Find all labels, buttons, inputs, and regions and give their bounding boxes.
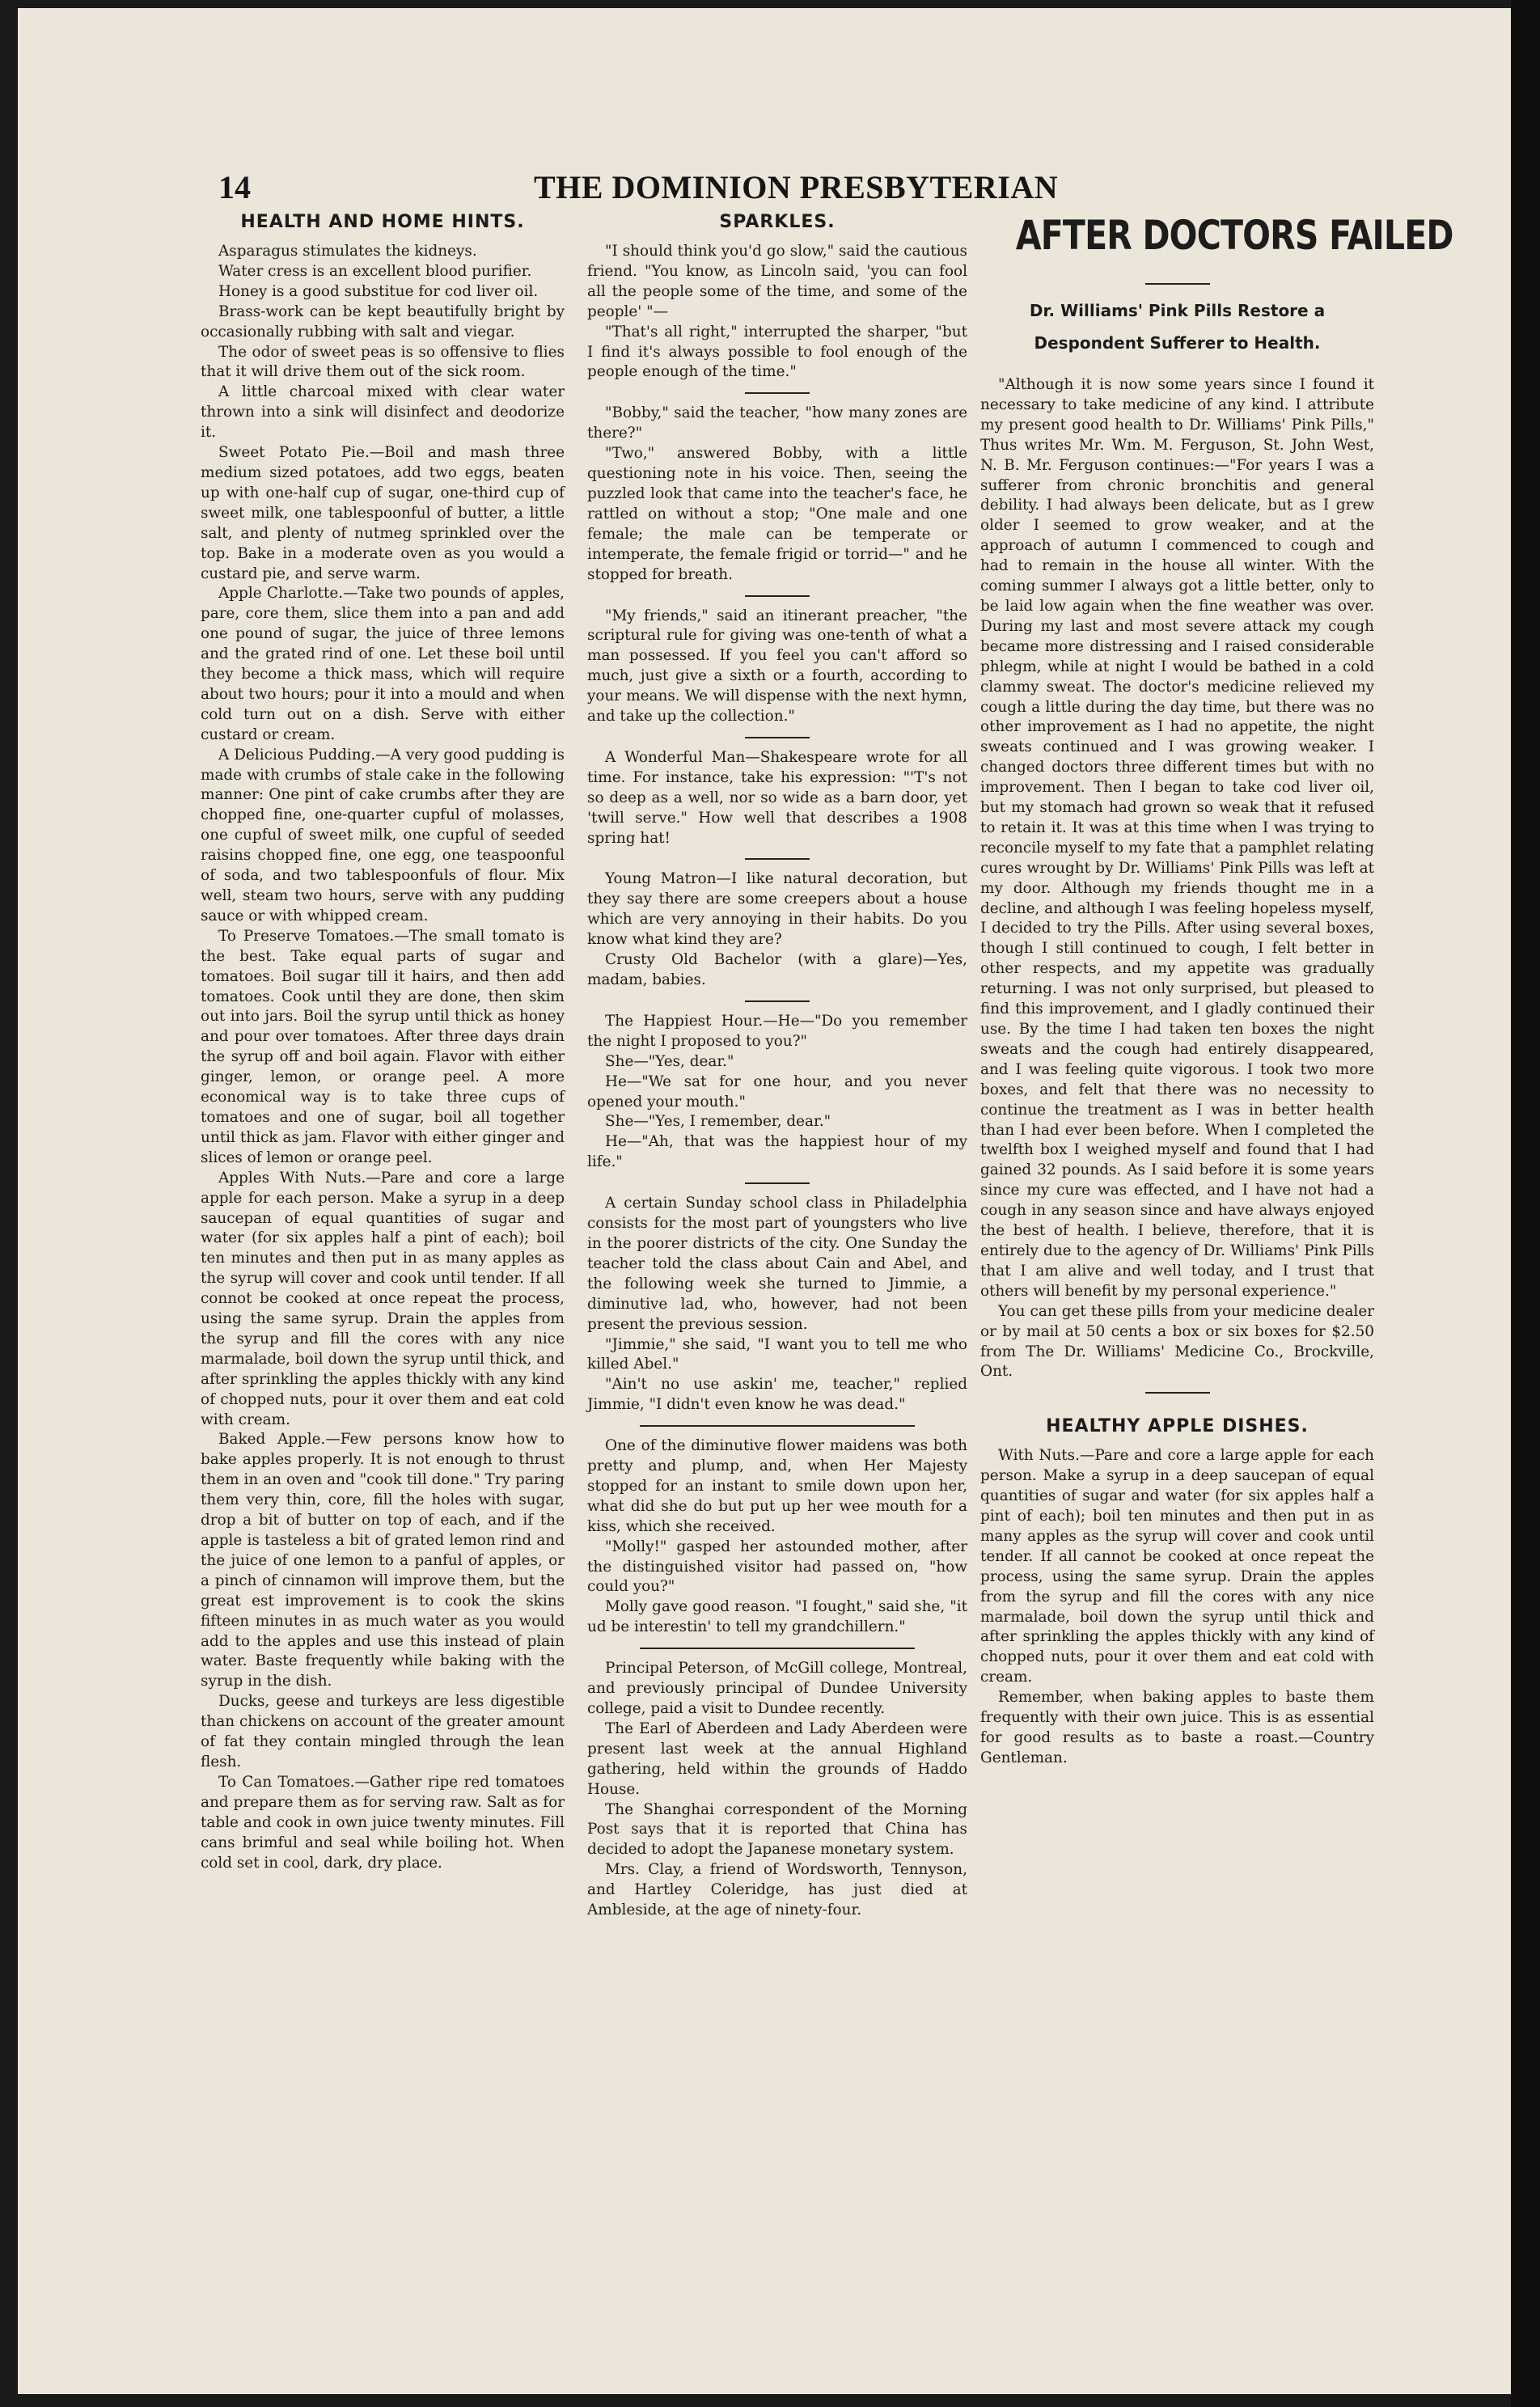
paragraph: He—"We sat for one hour, and you never opened your mouth."	[587, 1072, 967, 1110]
paragraph: The Earl of Aberdeen and Lady Aberdeen were present last week at the annual Highland gathering, held within the grounds of Haddo House.	[587, 1720, 967, 1798]
anecdote	[587, 404, 967, 585]
divider-rule	[745, 595, 810, 597]
paragraph: "My friends," said an itinerant preacher, "the scriptural rule for giving was one-tenth of what a man possessed. If you feel you can't afford so much, just give a sixth or a fourth, according to your means. We will dispense with the next hymn, and take up the collection."	[587, 607, 967, 725]
divider-rule	[1145, 283, 1210, 285]
divider-rule	[745, 858, 810, 860]
paragraph: "Ain't no use askin' me, teacher," replied Jimmie, "I didn't even know he was dead."	[587, 1376, 967, 1414]
anecdote	[587, 869, 967, 990]
paragraph: Ducks, geese and turkeys are less digestible than chickens on account of the greater amount of fat they contain mingled through the lean flesh.	[201, 1693, 565, 1770]
divider-rule	[1145, 1392, 1210, 1394]
paragraph: "Bobby," said the teacher, "how many zones are there?"	[587, 404, 967, 442]
paragraph: "Although it is now some years since I found it necessary to take medicine of any kind. I attribute my present good health to Dr. Williams' Pink Pills," Thus writes Mr. Wm. M. Ferguson, St. John West, N. B. Mr. Ferguson continues:—"For years I was a sufferer from chronic bronchitis and general debility. I had always been delicate, but as I grew older I seemed to grow weaker, and at the approach of autumn I commenced to cough and had to remain in the house all winter. With the coming summer I always got a little better, only to be laid low again when the fine weather was over. During my last and most severe attack my cough became more distressing and I raised considerable phlegm, while at night I would be bathed in a cold clammy sweat. The doctor's medicine relieved my cough a little during the day time, but there was no other improvement as I had no appetite, the night sweats continued and I was growing weaker. I changed doctors three different times but with no improvement. Then I began to take cod liver oil, but my stomach had grown so weak that it refused to retain it. It was at this time when I was trying to reconcile myself to my fate that a pamphlet relating cures wrought by Dr. Williams' Pink Pills was left at my door. Although my friends thought me in a decline, and although I was feeling hopeless myself, I decided to try the Pills. After using several boxes, though I still continued to cough, I felt better in other respects, and my appetite was gradually returning. I was not only surprised, but pleased to find this improvement, and I gladly continued their use. By the time I had taken ten boxes the night sweats and the cough had entirely disappeared, and I was feeling quite vigorous. I took two more boxes, and felt that there was no necessity to continue the treatment as I was in better health than I had ever been before. When I completed the twelfth box I weighed myself and found that I had gained 32 pounds. As I said before it is some years since my cure was effected, and I have not had a cough in any season since and have always enjoyed the best of health. I believe, therefore, that it is entirely due to the agency of Dr. Williams' Pink Pills that I am alive and well today, and I trust that others will benefit by my personal experience."	[980, 376, 1374, 1300]
paragraph: Mrs. Clay, a friend of Wordsworth, Tennyson, and Hartley Coleridge, has just died at Ambleside, at the age of ninety-four.	[587, 1861, 967, 1919]
paragraph: Crusty Old Bachelor (with a glare)—Yes, madam, babies.	[587, 951, 967, 988]
paragraph: "I should think you'd go slow," said the cautious friend. "You know, as Lincoln said, 'you can fool all the people some of the time, and some of the people' "—	[587, 243, 967, 320]
column-advertisement	[980, 212, 1453, 2315]
section-heading: HEALTH AND HOME HINTS.	[240, 212, 525, 232]
page-number: 14	[218, 169, 251, 205]
paragraph: Sweet Potato Pie.—Boil and mash three medium sized potatoes, add two eggs, beaten up with one-half cup of sugar, one-third cup of sweet milk, one tablespoonful of butter, a little salt, and plenty of nutmeg sprinkled over the top. Bake in a moderate oven as you would a custard pie, and serve warm.	[201, 444, 565, 582]
ad-headline: AFTER DOCTORS FAILED	[1015, 212, 1453, 259]
ad-body	[980, 375, 1374, 1382]
spacer	[980, 1403, 1374, 1416]
anecdote	[587, 748, 967, 849]
column-health-home-hints	[201, 212, 565, 2315]
paragraph: One of the diminutive flower maidens was both pretty and plump, and, when Her Majesty stopped for an instant to smile down upon her, what did she do but put up her wee mouth for a kiss, which she received.	[587, 1437, 967, 1535]
anecdote	[587, 607, 967, 727]
paragraph: A Delicious Pudding.—A very good pudding is made with crumbs of stale cake in the following manner: One pint of cake crumbs after they are chopped fine, one-quarter cupful of molasses, one cupful of sweet milk, one cupful of seeded raisins chopped fine, one egg, one teaspoonful of soda, and two tablespoonfuls of flour. Mix well, steam two hours, serve with any pudding sauce or with whipped cream.	[201, 746, 565, 924]
paragraph: Young Matron—I like natural decoration, but they say there are some creepers about a house which are very annoying in their habits. Do you know what kind they are?	[587, 870, 967, 949]
paragraph: Principal Peterson, of McGill college, Montreal, and previously principal of Dundee University college, paid a visit to Dundee recently.	[587, 1660, 967, 1717]
section-heading: HEALTHY APPLE DISHES.	[1046, 1416, 1309, 1437]
paragraph: "Jimmie," she said, "I want you to tell me who killed Abel."	[587, 1335, 967, 1373]
paragraph: She—"Yes, dear."	[605, 1052, 734, 1070]
publication-title: THE DOMINION PRESBYTERIAN	[534, 169, 1059, 205]
paragraph: "That's all right," interrupted the sharper, "but I find it's always possible to fool enough of the people enough of the time."	[587, 323, 967, 381]
section-heading: SPARKLES.	[719, 212, 836, 232]
paragraph: The Shanghai correspondent of the Morning Post says that it is reported that China has decided to adopt the Japanese monetary system.	[587, 1800, 967, 1859]
divider-rule	[745, 1000, 810, 1002]
paragraph: You can get these pills from your medicine dealer or by mail at 50 cents a box or six boxes for $2.50 from The Dr. Williams' Medicine Co., Brockville, Ont.	[980, 1302, 1374, 1381]
paragraph: She—"Yes, I remember, dear."	[605, 1113, 831, 1131]
paragraph: With Nuts.—Pare and core a large apple for each person. Make a syrup in a deep saucepan of equal quantities of sugar and water (for six apples half a pint of each); boil ten minutes and then put in as many apples as the syrup will cover and cook until tender. If all cannot be cooked at once repeat the process, using the same syrup. Drain the apples from the syrup and fill the cores with any nice marmalade, boil down the syrup until thick and after sprinkling the apples thickly with any kind of chopped nuts, pour it over them and eat cold with cream.	[980, 1447, 1374, 1686]
paragraph: Apple Charlotte.—Take two pounds of apples, pare, core them, slice them into a pan and add one pound of sugar, the juice of three lemons and the grated rind of one. Let these boil until they become a thick mass, which will require about two hours; pour it into a mould and when cold turn out on a dish. Serve with either custard or cream.	[201, 585, 565, 743]
paragraph: Asparagus stimulates the kidneys.	[218, 243, 477, 260]
paragraph: Baked Apple.—Few persons know how to bake apples properly. It is not enough to thrust them in an oven and "cook till done." Try paring them very thin, core, fill the holes with sugar, drop a bit of butter on top of each, and if the apple is tasteless a bit of grated lemon rind and the juice of one lemon to a panful of apples, or a pinch of cinnamon will improve them, but the great est improvement is to cook the skins fifteen minutes in as much water as you would add to the apples and use this instead of plain water. Baste frequently while baking with the syrup in the dish.	[201, 1431, 565, 1690]
news-notes	[587, 1659, 967, 1921]
paragraph: "Two," answered Bobby, with a little questioning note in his voice. Then, seeing the puzzled look that came into the teacher's face, he rattled on without a stop; "One male and one female; the male can be temperate or intemperate, the female frigid or torrid—" and he stopped for breath.	[587, 445, 967, 583]
anecdote	[587, 1436, 967, 1638]
anecdote	[587, 1194, 967, 1415]
anecdote	[587, 1012, 967, 1173]
paragraph: To Can Tomatoes.—Gather ripe red tomatoes and prepare them as for serving raw. Salt as for table and cook in own juice twenty minutes. Fill cans brimful and seal while boiling hot. When cold set in cool, dark, dry place.	[201, 1773, 565, 1872]
ad-subhead: Dr. Williams' Pink Pills Restore a Despondent Sufferer to Health.	[1029, 301, 1326, 353]
column-sparkles	[587, 212, 967, 2315]
paragraph: A certain Sunday school class in Philadelphia consists for the most part of youngsters who live in the poorer districts of the city. One Sunday the teacher told the class about Cain and Abel, and the following week she turned to Jimmie, a diminutive lad, who, however, had not been present the previous session.	[587, 1195, 967, 1333]
divider-rule	[640, 1648, 915, 1649]
article-body	[201, 242, 565, 1873]
paragraph: Brass-work can be kept beautifully bright by occasionally rubbing with salt and viegar.	[201, 302, 565, 341]
paragraph: He—"Ah, that was the happiest hour of my life."	[587, 1133, 967, 1171]
paragraph: Water cress is an excellent blood purifier.	[218, 262, 532, 280]
paragraph: To Preserve Tomatoes.—The small tomato is the best. Take equal parts of sugar and tomatoes. Boil sugar till it hairs, and then add tomatoes. Cook until they are done, then skim out into jars. Boil the syrup until thick as honey and pour over tomatoes. After three days drain the syrup off and boil again. Flavor with either ginger, lemon, or orange peel. A more economical way is to take three cups of tomatoes and one of sugar, boil all together until thick as jam. Flavor with either ginger and slices of lemon or orange peel.	[201, 927, 565, 1166]
page-header	[197, 167, 1059, 214]
divider-rule	[745, 737, 810, 738]
paragraph: Honey is a good substitue for cod liver oil.	[218, 282, 539, 300]
divider-rule	[745, 1182, 810, 1184]
article-body	[980, 1446, 1374, 1769]
paragraph: A little charcoal mixed with clear water thrown into a sink will disinfect and deodorize it.	[201, 383, 565, 442]
paragraph: "Molly!" gasped her astounded mother, after the distinguished visitor had passed on, "how could you?"	[587, 1538, 967, 1596]
divider-rule	[745, 392, 810, 394]
paragraph: Apples With Nuts.—Pare and core a large apple for each person. Make a syrup in a deep saucepan of equal quantities of sugar and water (for six apples half a pint of each); boil ten minutes and then put in as many apples as the syrup will cover and cook until tender. If all connot be cooked at once repeat the process, using the same syrup. Drain the apples from the syrup and fill the cores with any nice marmalade, boil down the syrup until thick, and after sprinkling the apples thickly with any kind of chopped nuts, pour it over them and eat cold with cream.	[201, 1169, 565, 1428]
paragraph: Molly gave good reason. "I fought," said she, "it ud be interestin' to tell my grandchillern."	[587, 1598, 967, 1636]
divider-rule	[640, 1425, 915, 1427]
paragraph: Remember, when baking apples to baste them frequently with their own juice. This is as essential for good results as to baste a roast.—Country Gentleman.	[980, 1689, 1374, 1766]
scan-edge	[1511, 0, 1540, 2407]
paragraph: A Wonderful Man—Shakespeare wrote for all time. For instance, take his expression: "'T's not so deep as a well, nor so wide as a barn door, yet 'twill serve." How well that describes a 1908 spring hat!	[587, 748, 967, 847]
anecdote	[587, 242, 967, 383]
paragraph: The odor of sweet peas is so offensive to flies that it will drive them out of the sick room.	[201, 343, 565, 381]
paragraph: The Happiest Hour.—He—"Do you remember the night I proposed to you?"	[587, 1012, 967, 1050]
